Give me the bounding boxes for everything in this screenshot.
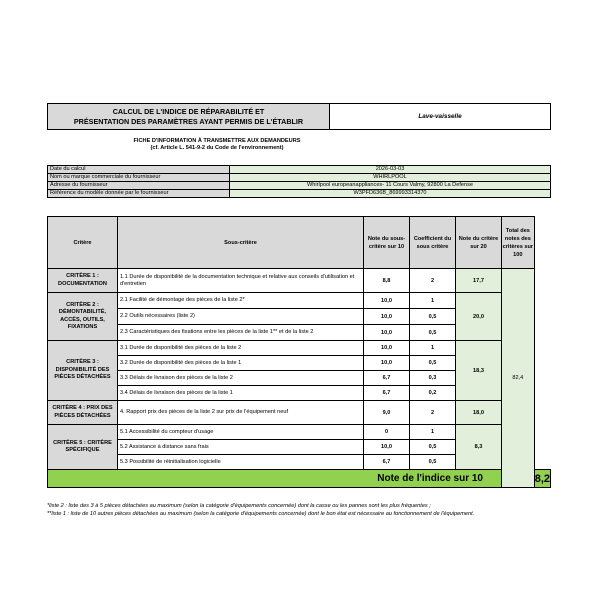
sub-criterion-coef: 1 — [410, 425, 456, 440]
criterion-score: 17,7 — [456, 269, 502, 293]
subtitle-line2: (cf. Article L. 541-9-2 du Code de l'environnement) — [150, 145, 284, 151]
index-value: 8,2 — [534, 470, 550, 488]
info-value: WHIRLPOOL — [230, 174, 551, 182]
sub-criterion-coef: 2 — [410, 401, 456, 425]
subtitle-line1: FICHE D'INFORMATION À TRANSMETTRE AUX DEMANDEURS — [133, 138, 301, 144]
sub-criterion-coef: 1 — [410, 293, 456, 309]
criterion-name: CRITÈRE 1 : DOCUMENTATION — [48, 269, 118, 293]
sub-criterion-note: 10,0 — [364, 341, 410, 356]
sub-criterion-note: 10,0 — [364, 309, 410, 325]
product-type: Lave-vaisselle — [330, 104, 551, 130]
criterion-score: 18,0 — [456, 401, 502, 425]
table-row — [48, 341, 551, 356]
info-value: W3PFD636B_869993314370 — [230, 190, 551, 198]
sub-criterion-coef: 2 — [410, 269, 456, 293]
sub-criterion-coef: 0,5 — [410, 356, 456, 371]
sub-criterion: 2.2 Outils nécessaires (liste 2) — [118, 309, 364, 325]
info-row — [48, 190, 551, 198]
sub-criterion-note: 8,8 — [364, 269, 410, 293]
sub-criterion: 2.1 Facilité de démontage des pièces de la liste 2* — [118, 293, 364, 309]
info-row — [48, 166, 551, 174]
supplier-info-table — [47, 165, 551, 198]
table-row — [48, 425, 551, 440]
info-row — [48, 174, 551, 182]
sub-criterion: 3.4 Délais de livraison des pièces de la liste 1 — [118, 386, 364, 401]
criterion-name: CRITÈRE 2 : DÉMONTABILITÉ, ACCÈS, OUTILS, FIXATIONS — [48, 293, 118, 341]
criterion-score: 20,0 — [456, 293, 502, 341]
info-label: Adresse du fournisseur — [48, 182, 230, 190]
sub-criterion: 4. Rapport prix des pièces de la liste 2 sur prix de l'équipement neuf — [118, 401, 364, 425]
sub-criterion: 5.2 Assistance à distance sans frais — [118, 440, 364, 455]
index-footer-row — [48, 470, 551, 488]
criterion-name: CRITÈRE 5 : CRITÈRE SPÉCIFIQUE — [48, 425, 118, 470]
sub-criterion-note: 6,7 — [364, 455, 410, 470]
sub-criterion: 1.1 Durée de disponibilité de la documentation technique et relative aux conseils d'utilisation et d'entretien — [118, 269, 364, 293]
sub-criterion-note: 9,0 — [364, 401, 410, 425]
total-score: 82,4 — [502, 269, 535, 488]
header-total: Total des notes des critères sur 100 — [502, 217, 535, 269]
criterion-score: 8,3 — [456, 425, 502, 470]
index-label: Note de l'indice sur 10 — [48, 470, 502, 488]
sub-criterion-coef: 0,2 — [410, 386, 456, 401]
sub-criterion-coef: 0,5 — [410, 440, 456, 455]
info-label: Référence du modèle donnée par le fournisseur — [48, 190, 230, 198]
sub-criterion: 2.3 Caractéristiques des fixations entre les pièces de la liste 1** et de la liste 2 — [118, 325, 364, 341]
footnote-liste-1: **liste 1 : liste de 10 autres pièces détachées au maximum (selon la catégorie d'équipements concernée) dont le bon état est nécessaire au fonctionnement de l'équipement. — [47, 510, 475, 517]
title-table — [47, 103, 551, 130]
table-row — [48, 401, 551, 425]
sub-criterion-note: 10,0 — [364, 325, 410, 341]
info-row — [48, 182, 551, 190]
sub-criterion-coef: 0,5 — [410, 455, 456, 470]
criterion-name: CRITÈRE 3 : DISPONIBILITÉ DES PIÈCES DÉTACHÉES — [48, 341, 118, 401]
title-cell — [48, 104, 330, 130]
footnote-liste-2: *liste 2 : liste des 3 à 5 pièces détachées au maximum (selon la catégorie d'équipements concernée) dont la casse ou les pannes sont les plus fréquentes ; — [47, 503, 431, 509]
sub-criterion-note: 6,7 — [364, 371, 410, 386]
sub-criterion: 5.3 Possibilité de réinitialisation logicielle — [118, 455, 364, 470]
sub-criterion-note: 10,0 — [364, 293, 410, 309]
title-line1: CALCUL DE L'INDICE DE RÉPARABILITÉ ET — [112, 106, 265, 116]
sub-criterion: 3.1 Durée de disponibilité des pièces de la liste 2 — [118, 341, 364, 356]
criterion-name: CRITÈRE 4 : PRIX DES PIÈCES DÉTACHÉES — [48, 401, 118, 425]
table-row — [48, 293, 551, 309]
sub-criterion-note: 10,0 — [364, 356, 410, 371]
header-note-critere: Note du critère sur 20 — [456, 217, 502, 269]
sub-criterion-coef: 0,5 — [410, 325, 456, 341]
subtitle — [47, 138, 387, 152]
header-sous-critere: Sous-critère — [118, 217, 364, 269]
info-value: 2026-03-03 — [230, 166, 551, 174]
sub-criterion-coef: 0,3 — [410, 371, 456, 386]
sub-criterion: 3.2 Durée de disponibilité des pièces de la liste 1 — [118, 356, 364, 371]
sub-criterion-note: 0 — [364, 425, 410, 440]
table-row — [48, 269, 551, 293]
title-line2: PRÉSENTATION DES PARAMÈTRES AYANT PERMIS DE L'ÉTABLIR — [73, 116, 304, 126]
sub-criterion-coef: 0,5 — [410, 309, 456, 325]
footnotes — [47, 503, 553, 518]
score-table-header — [48, 217, 551, 269]
criterion-score: 18,3 — [456, 341, 502, 401]
score-table — [47, 216, 551, 488]
sub-criterion-note: 6,7 — [364, 386, 410, 401]
info-value: Whirlpool europeanappliances- 11 Cours Valmy, 92800 La Defense — [230, 182, 551, 190]
header-critere: Critère — [48, 217, 118, 269]
info-label: Nom ou marque commerciale du fournisseur — [48, 174, 230, 182]
info-label: Date du calcul — [48, 166, 230, 174]
sub-criterion: 5.1 Accessibilité du compteur d'usage — [118, 425, 364, 440]
sub-criterion-note: 10,0 — [364, 440, 410, 455]
header-coefficient: Coefficient du sous critère — [410, 217, 456, 269]
header-note-sous-critere: Note du sous-critère sur 10 — [364, 217, 410, 269]
sub-criterion-coef: 1 — [410, 341, 456, 356]
sub-criterion: 3.3 Délais de livraison des pièces de la liste 2 — [118, 371, 364, 386]
